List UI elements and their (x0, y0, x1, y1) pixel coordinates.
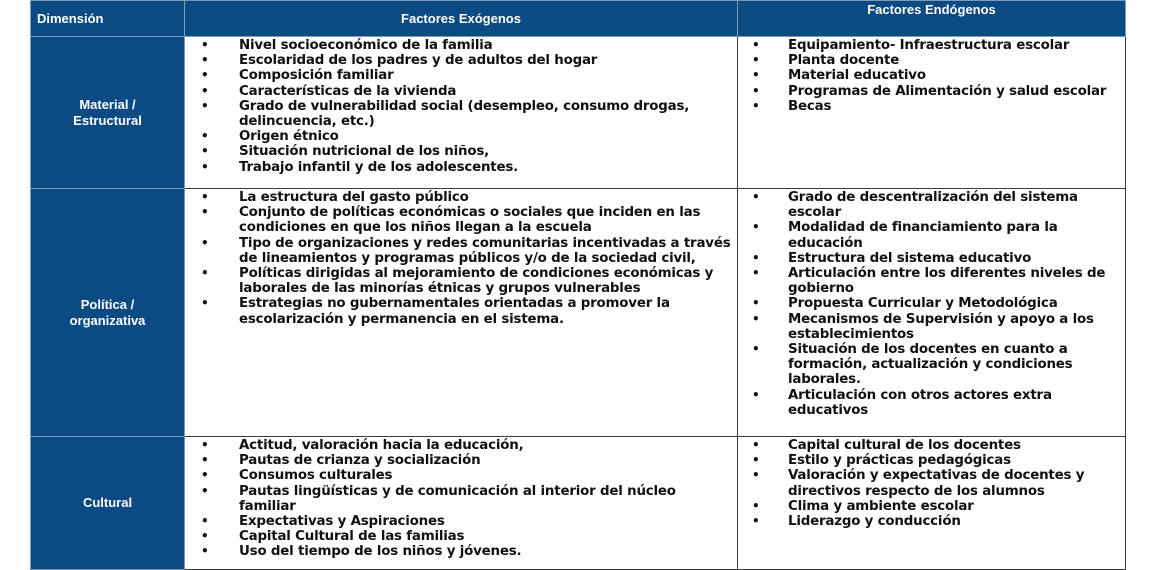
bullet-icon: • (201, 438, 209, 452)
endogenous-cell (738, 37, 1126, 189)
bullet-icon: • (752, 250, 760, 265)
dimension-label: Material / (79, 96, 136, 112)
list-item-text: Material educativo (788, 68, 926, 84)
list-item (738, 342, 1125, 388)
list-item-text: Grado de vulnerabilidad social (desempleo, consumo drogas, delincuencia, etc.) (239, 98, 690, 130)
list-item (738, 99, 1125, 114)
header-endogenous: Factores Endógenos (738, 1, 1126, 37)
bullet-icon: • (752, 68, 760, 83)
dimension-cell (31, 37, 185, 189)
list-item (185, 160, 737, 175)
list-item (185, 438, 737, 453)
list-item-text: Nivel socioeconómico de la familia (239, 38, 493, 53)
bullet-icon: • (752, 514, 760, 529)
bullet-icon: • (201, 483, 209, 498)
bullet-icon: • (201, 53, 209, 68)
list-item (185, 129, 737, 144)
list-item-text: Expectativas y Aspiraciones (239, 514, 445, 530)
list-item-text: Trabajo infantil y de los adolescentes. (239, 159, 519, 175)
list-item (738, 312, 1125, 342)
bullet-icon: • (201, 468, 209, 483)
bullet-icon: • (201, 129, 209, 144)
bullet-icon: • (201, 235, 209, 250)
list-item-text: Mecanismos de Supervisión y apoyo a los establecimientos (788, 311, 1094, 342)
endogenous-list (738, 189, 1125, 418)
dimension-label: Política / (80, 296, 135, 312)
list-item (185, 68, 737, 83)
list-item-text: Valoración y expectativas de docentes y directivos respecto de los alumnos (788, 468, 1085, 499)
list-item-text: Equipamiento- Infraestructura escolar (788, 38, 1070, 53)
bullet-icon: • (201, 544, 209, 559)
table-row (31, 437, 1126, 570)
dimension-cell (31, 437, 185, 570)
bullet-icon: • (752, 311, 760, 326)
list-item (738, 514, 1125, 529)
list-item (185, 544, 737, 559)
list-item (738, 388, 1125, 418)
list-item (185, 266, 737, 296)
bullet-icon: • (752, 190, 760, 204)
list-item (185, 53, 737, 68)
bullet-icon: • (201, 38, 209, 52)
list-item (185, 99, 737, 129)
list-item-text: Programas de Alimentación y salud escolar (788, 83, 1107, 99)
endogenous-cell (738, 189, 1126, 437)
bullet-icon: • (752, 98, 760, 113)
list-item (185, 144, 737, 159)
list-item (185, 296, 737, 326)
list-item (738, 499, 1125, 514)
list-item (738, 266, 1125, 296)
list-item-text: Conjunto de políticas económicas o sociales que inciden en las condiciones en que los niños llegan a la escuela (239, 205, 701, 236)
bullet-icon: • (201, 159, 209, 174)
bullet-icon: • (201, 205, 209, 220)
list-item-text: Pautas lingüísticas y de comunicación al interior del núcleo familiar (239, 483, 676, 514)
bullet-icon: • (201, 266, 209, 281)
bullet-icon: • (752, 342, 760, 357)
dimension-label: Estructural (73, 112, 142, 128)
list-item (738, 84, 1125, 99)
table-row (31, 37, 1126, 189)
bullet-icon: • (752, 296, 760, 311)
bullet-icon: • (201, 453, 209, 468)
list-item (738, 468, 1125, 498)
list-item-text: Consumos culturales (239, 468, 393, 484)
bullet-icon: • (201, 529, 209, 544)
header-dimension: Dimensión (31, 1, 185, 37)
exogenous-cell (185, 189, 738, 437)
bullet-icon: • (752, 387, 760, 402)
list-item-text: Capital Cultural de las familias (239, 529, 465, 545)
exogenous-cell (185, 37, 738, 189)
list-item (738, 251, 1125, 266)
list-item (738, 220, 1125, 250)
bullet-icon: • (752, 83, 760, 98)
list-item-text: Grado de descentralización del sistema escolar (788, 190, 1078, 221)
list-item-text: Escolaridad de los padres y de adultos del hogar (239, 53, 598, 69)
list-item-text: Actitud, valoración hacia la educación, (239, 438, 524, 453)
list-item-text: Características de la vivienda (239, 83, 457, 99)
list-item-text: Articulación con otros actores extra educativos (788, 387, 1052, 418)
bullet-icon: • (752, 468, 760, 483)
list-item (185, 236, 737, 266)
dimension-label: organizativa (69, 312, 146, 328)
bullet-icon: • (752, 53, 760, 68)
list-item (185, 484, 737, 514)
list-item-text: Estrategias no gubernamentales orientadas a promover la escolarización y permanencia en el sistema. (239, 296, 670, 327)
endogenous-list (738, 437, 1125, 529)
list-item (738, 438, 1125, 453)
list-item-text: Uso del tiempo de los niños y jóvenes. (239, 544, 522, 560)
bullet-icon: • (201, 190, 209, 204)
list-item-text: Composición familiar (239, 68, 394, 84)
bullet-icon: • (752, 453, 760, 468)
bullet-icon: • (752, 220, 760, 235)
exogenous-list (185, 37, 737, 175)
list-item (185, 190, 737, 205)
exogenous-list (185, 437, 737, 560)
endogenous-list (738, 37, 1125, 114)
bullet-icon: • (752, 38, 760, 52)
list-item-text: Propuesta Curricular y Metodológica (788, 296, 1058, 312)
list-item (185, 514, 737, 529)
list-item-text: Modalidad de financiamiento para la educación (788, 220, 1058, 251)
list-item-text: Estructura del sistema educativo (788, 250, 1032, 266)
list-item (738, 53, 1125, 68)
list-item (185, 453, 737, 468)
list-item (185, 84, 737, 99)
bullet-icon: • (201, 83, 209, 98)
list-item-text: Origen étnico (239, 129, 339, 145)
bullet-icon: • (201, 98, 209, 113)
list-item-text: Becas (788, 98, 832, 114)
list-item-text: Tipo de organizaciones y redes comunitarias incentivadas a través de lineamientos y programas públicos y/o de la sociedad civil, (239, 235, 731, 266)
list-item (185, 205, 737, 235)
list-item-text: Liderazgo y conducción (788, 514, 961, 530)
list-item (185, 38, 737, 53)
list-item-text: Políticas dirigidas al mejoramiento de condiciones económicas y laborales de las minorías étnicas y grupos vulnerables (239, 266, 714, 297)
bullet-icon: • (752, 438, 760, 452)
endogenous-cell (738, 437, 1126, 570)
exogenous-cell (185, 437, 738, 570)
list-item-text: Estilo y prácticas pedagógicas (788, 453, 1011, 469)
header-exogenous: Factores Exógenos (185, 1, 738, 37)
list-item (185, 529, 737, 544)
list-item (738, 296, 1125, 311)
bullet-icon: • (752, 266, 760, 281)
factors-table (30, 0, 1126, 570)
list-item (738, 38, 1125, 53)
list-item (738, 453, 1125, 468)
list-item-text: Situación de los docentes en cuanto a formación, actualización y condiciones laborales. (788, 342, 1073, 388)
dimension-label: Cultural (82, 495, 133, 510)
list-item (185, 468, 737, 483)
list-item-text: Pautas de crianza y socialización (239, 453, 481, 469)
bullet-icon: • (201, 296, 209, 311)
list-item (738, 68, 1125, 83)
list-item-text: Planta docente (788, 53, 900, 69)
bullet-icon: • (201, 514, 209, 529)
list-item-text: Capital cultural de los docentes (788, 438, 1021, 453)
bullet-icon: • (201, 144, 209, 159)
list-item-text: La estructura del gasto público (239, 190, 469, 205)
bullet-icon: • (752, 498, 760, 513)
dimension-cell (31, 189, 185, 437)
list-item-text: Situación nutricional de los niños, (239, 144, 489, 160)
list-item-text: Clima y ambiente escolar (788, 498, 974, 514)
header-row (31, 1, 1126, 37)
list-item (738, 190, 1125, 220)
table-row (31, 189, 1126, 437)
list-item-text: Articulación entre los diferentes niveles de gobierno (788, 266, 1106, 297)
bullet-icon: • (201, 68, 209, 83)
exogenous-list (185, 189, 737, 327)
